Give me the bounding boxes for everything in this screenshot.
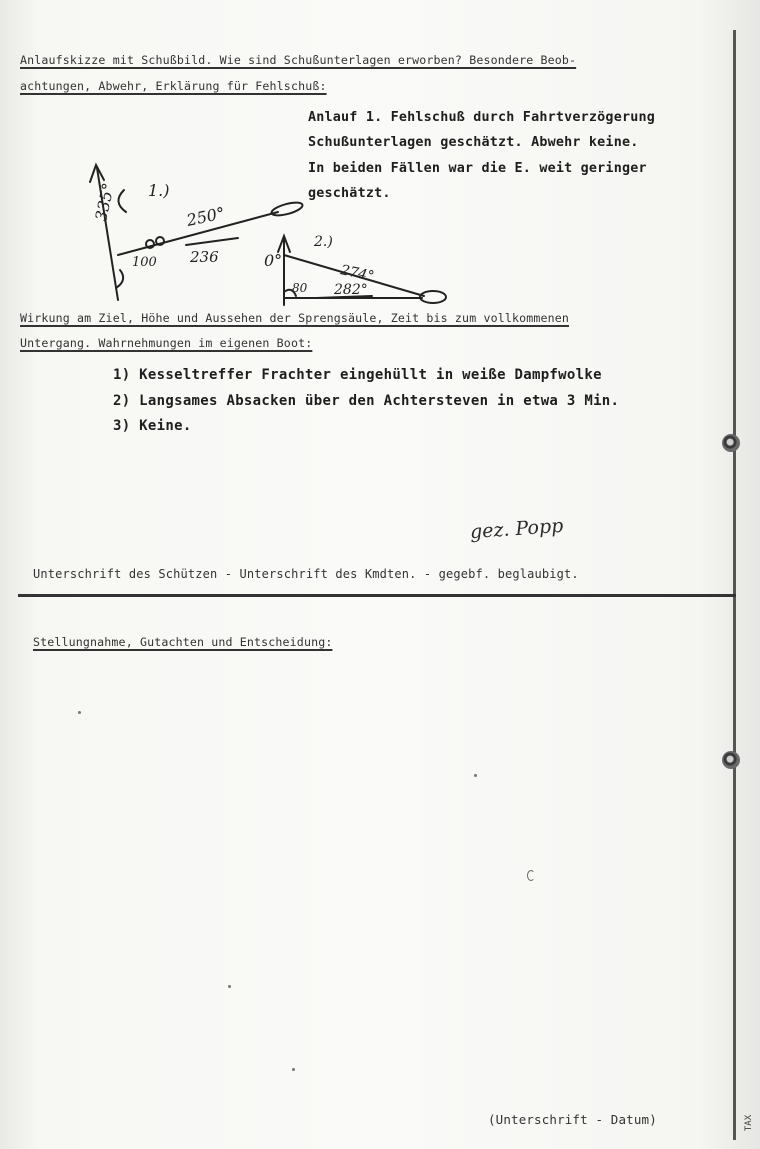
remark-line2: Schußunterlagen geschätzt. Abwehr keine.: [308, 135, 639, 150]
punch-hole-lower: [722, 751, 740, 769]
side-archive-code: TAX: [744, 1114, 755, 1132]
sketch1-course: 250°: [184, 203, 227, 230]
sketch-header-line1: Anlaufskizze mit Schußbild. Wie sind Schußunterlagen erworben? Besondere Beob-: [20, 53, 577, 67]
sketch1-dist: 236: [190, 248, 219, 266]
sketch-header-line2: achtungen, Abwehr, Erklärung für Fehlschuß:: [20, 79, 327, 93]
remark-line3: In beiden Fällen war die E. weit geringer: [308, 161, 647, 176]
sketch1-label: 1.): [148, 181, 170, 200]
scan-speck: [527, 870, 535, 881]
scan-speck: [78, 711, 81, 714]
sketch1-ship: [270, 200, 303, 218]
scan-speck: [292, 1068, 295, 1071]
sketch2-ship: [420, 291, 446, 303]
sketch1-arc: [118, 190, 126, 212]
attack-sketch: [0, 0, 760, 320]
handwritten-signature: gez. Popp: [469, 514, 564, 544]
sketch1-angle: 100: [132, 255, 157, 270]
scan-speck: [474, 774, 477, 777]
remark-line1: Anlauf 1. Fehlschuß durch Fahrtverzögerung: [308, 110, 655, 125]
effect-header-line2: Untergang. Wahrnehmungen im eigenen Boot:: [20, 336, 313, 350]
remark-line4: geschätzt.: [308, 186, 391, 201]
scan-speck: [228, 985, 231, 988]
section-divider: [18, 594, 736, 597]
effect-item-1: 1) Kesseltreffer Frachter eingehüllt in weiße Dampfwolke: [113, 367, 602, 383]
decision-signature-footer: (Unterschrift - Datum): [488, 1112, 657, 1127]
sketch2-angle: 80: [292, 281, 308, 295]
sketch2-course: 274°: [339, 262, 376, 285]
effect-item-2: 2) Langsames Absacken über den Achtersteven in etwa 3 Min.: [113, 393, 620, 409]
signature-caption: Unterschrift des Schützen - Unterschrift des Kmdten. - gegebf. beglaubigt.: [33, 567, 579, 581]
punch-hole-upper: [722, 434, 740, 452]
sketch2-heading: 0°: [264, 251, 283, 270]
sketch2-dist: 282°: [334, 282, 368, 298]
sketch2-label: 2.): [314, 234, 333, 250]
sketch1-heading: 335°: [91, 181, 118, 223]
effect-header-line1: Wirkung am Ziel, Höhe und Aussehen der Sprengsäule, Zeit bis zum vollkommenen: [20, 311, 570, 325]
effect-item-3: 3) Keine.: [113, 418, 192, 434]
decision-heading: Stellungnahme, Gutachten und Entscheidung:: [33, 635, 333, 649]
